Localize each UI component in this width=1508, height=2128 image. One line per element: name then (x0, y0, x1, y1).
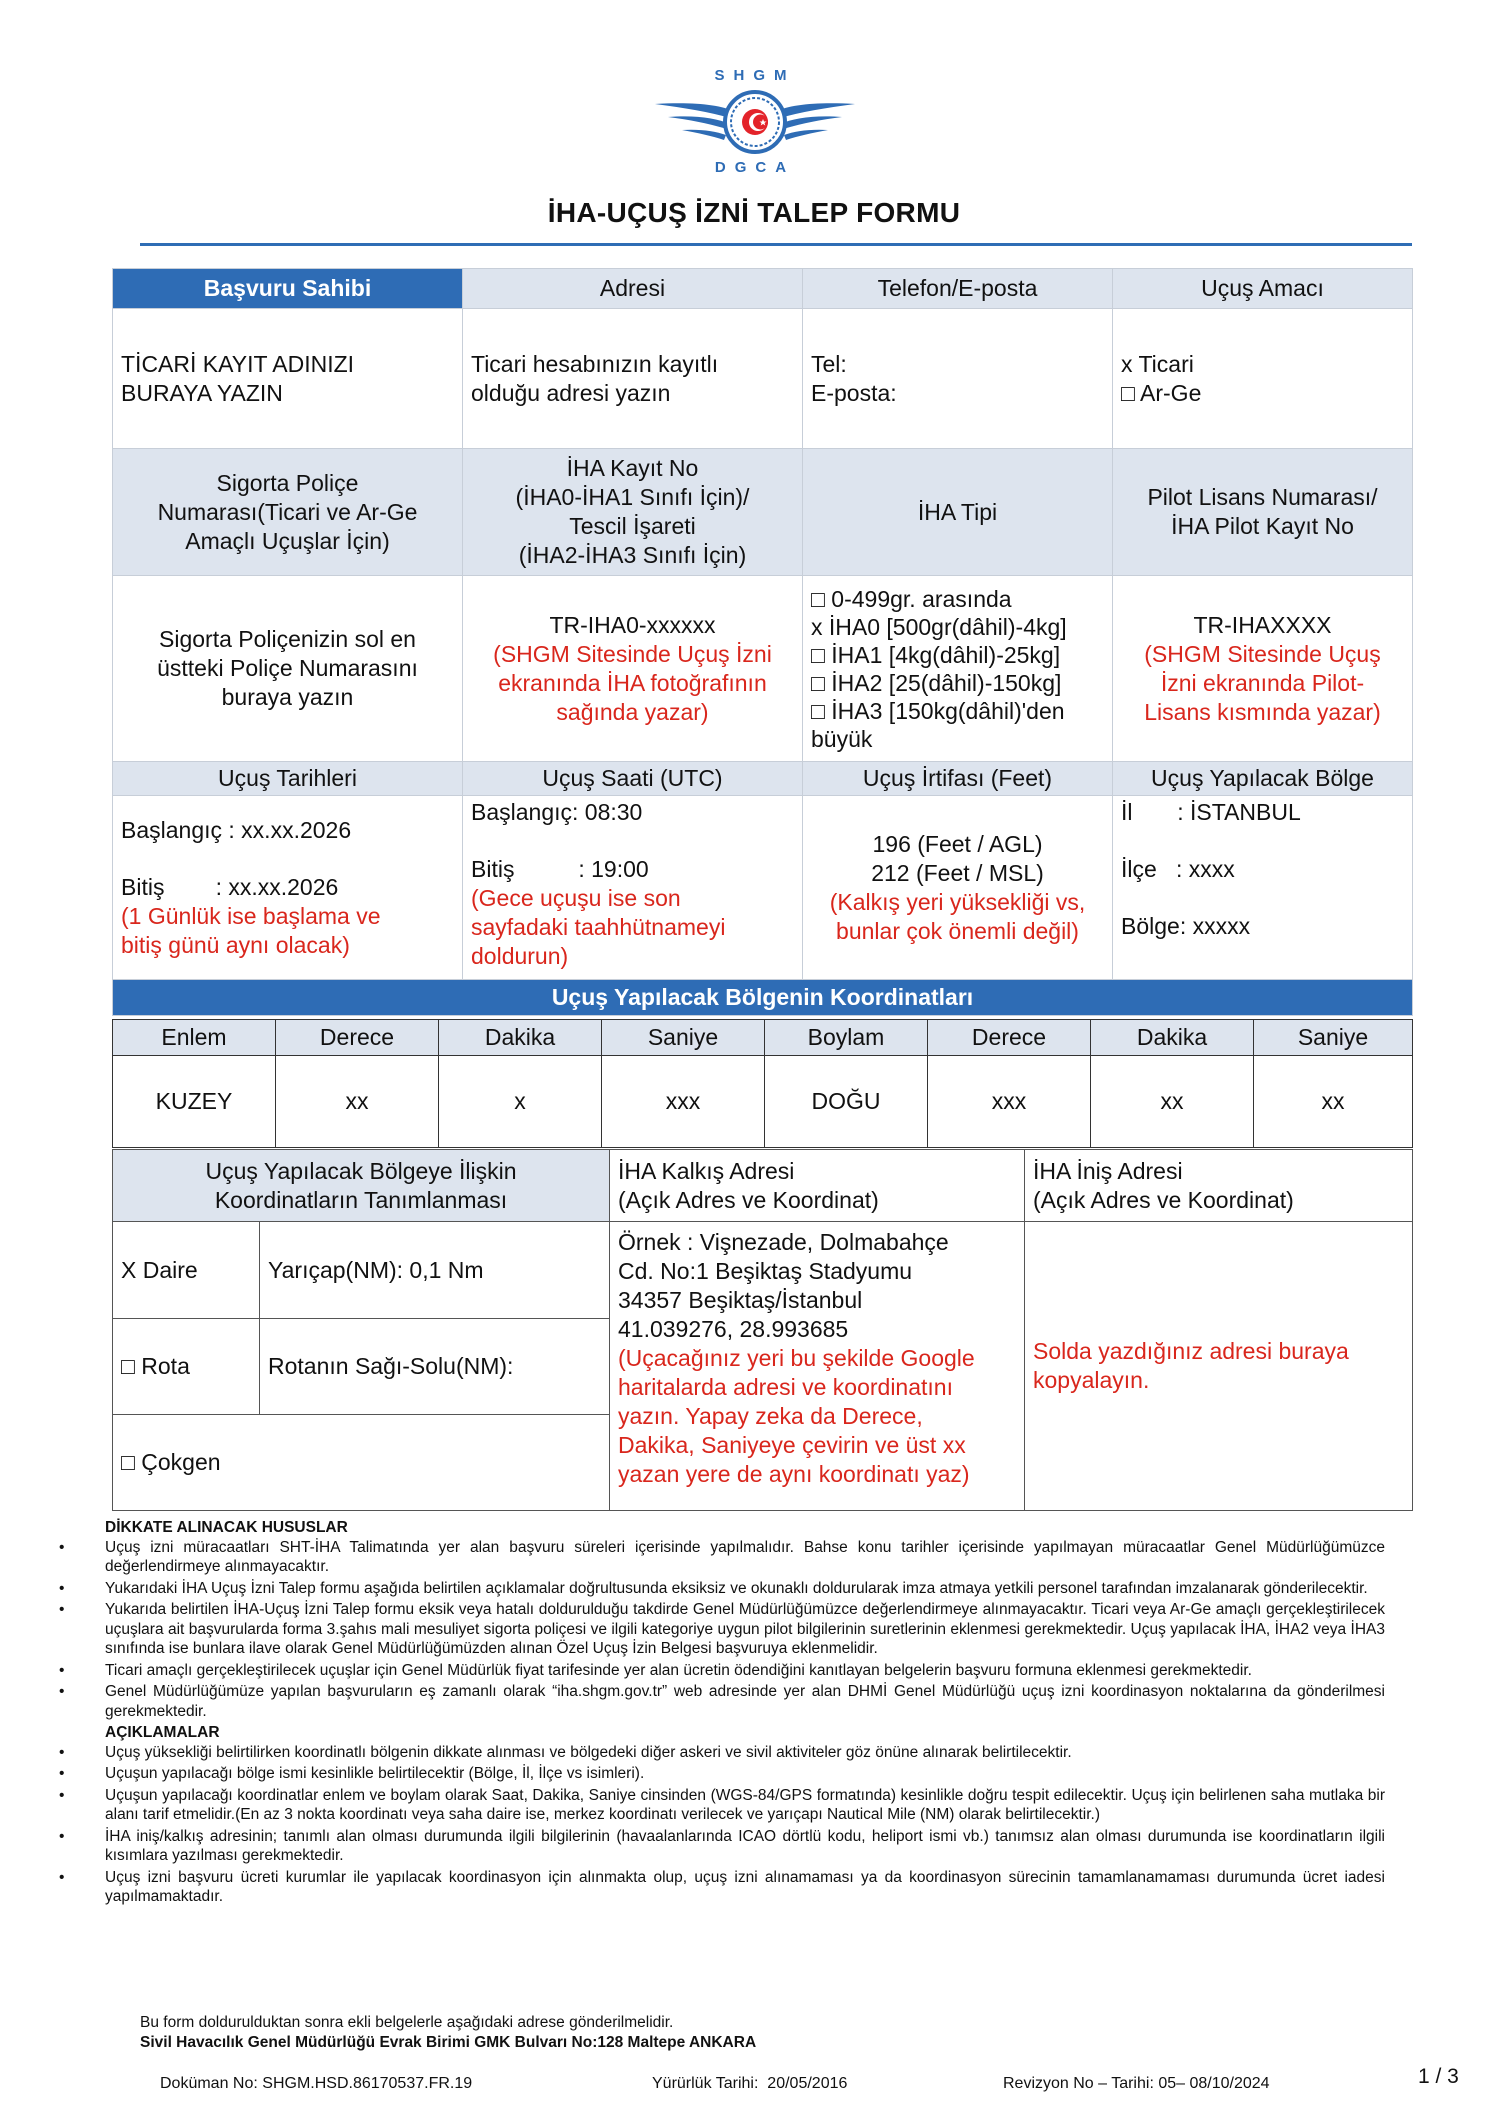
route-width-field[interactable]: Rotanın Sağı-Solu(NM): (260, 1319, 610, 1415)
lat-direction-cell[interactable]: KUZEY (113, 1056, 276, 1148)
header-region: Uçuş Yapılacak Bölge (1113, 762, 1413, 796)
col-latitude: Enlem (113, 1020, 276, 1056)
submission-note (140, 2013, 756, 2053)
header-times: Uçuş Saati (UTC) (463, 762, 803, 796)
notes-list-2 (105, 1743, 1385, 1907)
lon-direction-cell[interactable]: DOĞU (765, 1056, 928, 1148)
col-lon-minute: Dakika (1091, 1020, 1254, 1056)
col-lon-second: Saniye (1254, 1020, 1413, 1056)
region-cell[interactable]: İl : İSTANBUL İlçe : xxxx Bölge: xxxxx (1113, 796, 1413, 980)
send-instruction: Bu form doldurulduktan sonra ekli belgelerle aşağıdaki adrese gönderilmelidir. (140, 2014, 674, 2031)
col-lat-second: Saniye (602, 1020, 765, 1056)
page-number: 1 / 3 (1418, 2065, 1459, 2088)
list-item: • Yukarıda belirtilen İHA-Uçuş İzni Talep formu eksik veya hatalı doldurulduğu takdirde Genel Müdürlüğümüzce değerlendirmeye alınmayacaktır. Ticari veya Ar-Ge amaçlı gerçekleştirilecek uçuşlara ait başvurularda forma 3.şahıs mali mesuliyet sigorta poliçesi ve ilgili kategoriye uygun pilot bilgilerinin suretlerinin eklenmesi gerekmektedir. Uçuş yapılacak İHA, İHA2 veya İHA3 sınıfında ise bunlara ilave olarak Genel Müdürlüğümüzden alınan Özel Uçuş İzin Belgesi başvuruya eklenmelidir. (105, 1600, 1385, 1659)
col-longitude: Boylam (765, 1020, 928, 1056)
list-item: • İHA iniş/kalkış adresinin; tanımlı alan olması durumunda ilgili bilgilerinin (havaalanlarında ICAO dörtlü kodu, heliport ismi vb.) tanımsız alan olması durumunda ise koordinatların ilgili kısımlara yazılması gerekmektedir. (105, 1827, 1385, 1866)
header-applicant: Başvuru Sahibi (113, 269, 463, 309)
document-number: Doküman No: SHGM.HSD.86170537.FR.19 (160, 2075, 473, 2092)
list-item: • Uçuş yüksekliği belirtilirken koordinatlı bölgenin dikkate alınması ve bölgedeki diğer askeri ve sivil aktiviteler göz önüne alınarak belirtilecektir. (105, 1743, 1385, 1763)
header-address: Adresi (463, 269, 803, 309)
coordinates-title: Uçuş Yapılacak Bölgenin Koordinatları (113, 980, 1413, 1016)
notes-list-1 (105, 1538, 1385, 1722)
notes-heading-1: DİKKATE ALINACAK HUSUSLAR (105, 1519, 348, 1536)
header-altitude: Uçuş İrtifası (Feet) (803, 762, 1113, 796)
list-item: • Uçuşun yapılacağı koordinatlar enlem ve boylam olarak Saat, Dakika, Saniye cinsinden (WGS-84/GPS formatında) kesinlikle doğru tespit edilecektir. Uçuş için belirlenen saha mutlaka bir alanı tarif etmelidir.(En az 3 nokta koordinatı veya saha daire ise, merkez koordinatı verilecek ve yarıçapı Nautical Mile (NM) olarak belirtilecektir.) (105, 1786, 1385, 1825)
notes-heading-2: AÇIKLAMALAR (105, 1724, 220, 1741)
dates-cell[interactable]: Başlangıç : xx.xx.2026 Bitiş : xx.xx.2026 (1 Günlük ise başlama ve bitiş günü aynı olacak) (113, 796, 463, 980)
list-item: • Uçuş izni müracaatları SHT-İHA Talimatında yer alan başvuru süreleri içerisinde yapılmalıdır. Bahse konu tarihler içerisinde yapılmayan müracaatlar Genel Müdürlüğümüzce değerlendirmeye alınmayacaktır. (105, 1538, 1385, 1577)
header-policy: Sigorta Poliçe Numarası(Ticari ve Ar-Ge Amaçlı Uçuşlar İçin) (113, 449, 463, 576)
send-address: Sivil Havacılık Genel Müdürlüğü Evrak Birimi GMK Bulvarı No:128 Maltepe ANKARA (140, 2034, 757, 2051)
contact-cell[interactable]: Tel: E-posta: (803, 309, 1113, 449)
coordinates-table (112, 1019, 1413, 1148)
application-table (112, 268, 1413, 1016)
list-item: • Genel Müdürlüğümüze yapılan başvuruların eş zamanlı olarak “iha.shgm.gov.tr” web adresinde yer alan DHMİ Genel Müdürlüğü uçuş izni koordinasyon noktalarına da gönderilmesi gerekmektedir. (105, 1682, 1385, 1721)
applicant-cell[interactable]: TİCARİ KAYIT ADINIZI BURAYA YAZIN (113, 309, 463, 449)
title-divider (140, 243, 1412, 246)
uav-type-cell[interactable]: □ 0-499gr. arasında x İHA0 [500gr(dâhil)-4kg] □ İHA1 [4kg(dâhil)-25kg] □ İHA2 [25(dâhil)-150kg] □ İHA3 [150kg(dâhil)'den büyük (803, 576, 1113, 762)
header-takeoff-address: İHA Kalkış Adresi (Açık Adres ve Koordinat) (610, 1150, 1025, 1222)
lon-degree-cell[interactable]: xxx (928, 1056, 1091, 1148)
polygon-option[interactable]: □ Çokgen (113, 1415, 610, 1511)
shgm-dgca-logo (650, 62, 860, 177)
header-uav-type: İHA Tipi (803, 449, 1113, 576)
logo-top-text: SHGM (714, 67, 796, 84)
landing-address-cell[interactable]: Solda yazdığınız adresi buraya kopyalayın. (1025, 1222, 1413, 1511)
header-landing-address: İHA İniş Adresi (Açık Adres ve Koordinat) (1025, 1150, 1413, 1222)
circle-option[interactable]: X Daire (113, 1222, 260, 1319)
policy-cell[interactable]: Sigorta Poliçenizin sol en üstteki Poliçe Numarasını buraya yazın (113, 576, 463, 762)
header-purpose: Uçuş Amacı (1113, 269, 1413, 309)
header-dates: Uçuş Tarihleri (113, 762, 463, 796)
takeoff-address-cell[interactable]: Örnek : Vişnezade, Dolmabahçe Cd. No:1 Beşiktaş Stadyumu 34357 Beşiktaş/İstanbul 41.039276, 28.993685 (Uçacağınız yeri bu şekilde Google haritalarda adresi ve koordinatını yazın. Yapay zeka da Derece, Dakika, Saniyeye çevirin ve üst xx yazan yere de aynı koordinatı yaz) (610, 1222, 1025, 1511)
list-item: • Uçuşun yapılacağı bölge ismi kesinlikle belirtilecektir (Bölge, İl, İlçe vs isimleri). (105, 1764, 1385, 1784)
lat-minute-cell[interactable]: x (439, 1056, 602, 1148)
lon-second-cell[interactable]: xx (1254, 1056, 1413, 1148)
list-item: • Ticari amaçlı gerçekleştirilecek uçuşlar için Genel Müdürlük fiyat tarifesinde yer alan ücretin ödendiğini kanıtlayan belgelerin başvuru formuna eklenmesi gerekmektedir. (105, 1661, 1385, 1681)
logo-bottom-text: DGCA (714, 159, 796, 176)
pilot-license-cell[interactable]: TR-IHAXXXX (SHGM Sitesinde Uçuş İzni ekranında Pilot- Lisans kısmında yazar) (1113, 576, 1413, 762)
altitude-cell[interactable]: 196 (Feet / AGL) 212 (Feet / MSL) (Kalkış yeri yüksekliği vs, bunlar çok önemli değil) (803, 796, 1113, 980)
col-lat-minute: Dakika (439, 1020, 602, 1056)
registration-cell[interactable]: TR-IHA0-xxxxxx (SHGM Sitesinde Uçuş İzni ekranında İHA fotoğrafının sağında yazar) (463, 576, 803, 762)
header-registration: İHA Kayıt No (İHA0-İHA1 Sınıfı İçin)/ Tescil İşareti (İHA2-İHA3 Sınıfı İçin) (463, 449, 803, 576)
purpose-commercial-checkbox: x Ticari (1121, 350, 1194, 377)
radius-field[interactable]: Yarıçap(NM): 0,1 Nm (260, 1222, 610, 1319)
notes-section (105, 1518, 1385, 1909)
col-lat-degree: Derece (276, 1020, 439, 1056)
form-title: İHA-UÇUŞ İZNİ TALEP FORMU (547, 197, 961, 228)
effective-date: Yürürlük Tarihi: 20/05/2016 (652, 2075, 848, 2092)
lon-minute-cell[interactable]: xx (1091, 1056, 1254, 1148)
purpose-rnd-checkbox: □ Ar-Ge (1121, 379, 1202, 406)
lat-degree-cell[interactable]: xx (276, 1056, 439, 1148)
header-contact: Telefon/E-posta (803, 269, 1113, 309)
list-item: • Uçuş izni başvuru ücreti kurumlar ile yapılacak koordinasyon için alınmakta olup, uçuş izni alınamaması ya da koordinasyon sürecinin tamamlanamaması durumunda ücret iadesi yapılmamaktadır. (105, 1868, 1385, 1907)
route-option[interactable]: □ Rota (113, 1319, 260, 1415)
area-address-table (112, 1149, 1413, 1511)
header-pilot-license: Pilot Lisans Numarası/ İHA Pilot Kayıt No (1113, 449, 1413, 576)
revision-info: Revizyon No – Tarihi: 05– 08/10/2024 (1003, 2075, 1270, 2092)
lat-second-cell[interactable]: xxx (602, 1056, 765, 1148)
purpose-cell[interactable] (1113, 309, 1413, 449)
header-area-definition: Uçuş Yapılacak Bölgeye İlişkin Koordinatların Tanımlanması (113, 1150, 610, 1222)
list-item: • Yukarıdaki İHA Uçuş İzni Talep formu aşağıda belirtilen açıklamalar doğrultusunda eksiksiz ve okunaklı doldurularak imza atmaya yetkili personel tarafından imzalanarak gönderilecektir. (105, 1579, 1385, 1599)
address-cell[interactable]: Ticari hesabınızın kayıtlı olduğu adresi yazın (463, 309, 803, 449)
col-lon-degree: Derece (928, 1020, 1091, 1056)
times-cell[interactable]: Başlangıç: 08:30 Bitiş : 19:00 (Gece uçuşu ise son sayfadaki taahhütnameyi doldurun) (463, 796, 803, 980)
